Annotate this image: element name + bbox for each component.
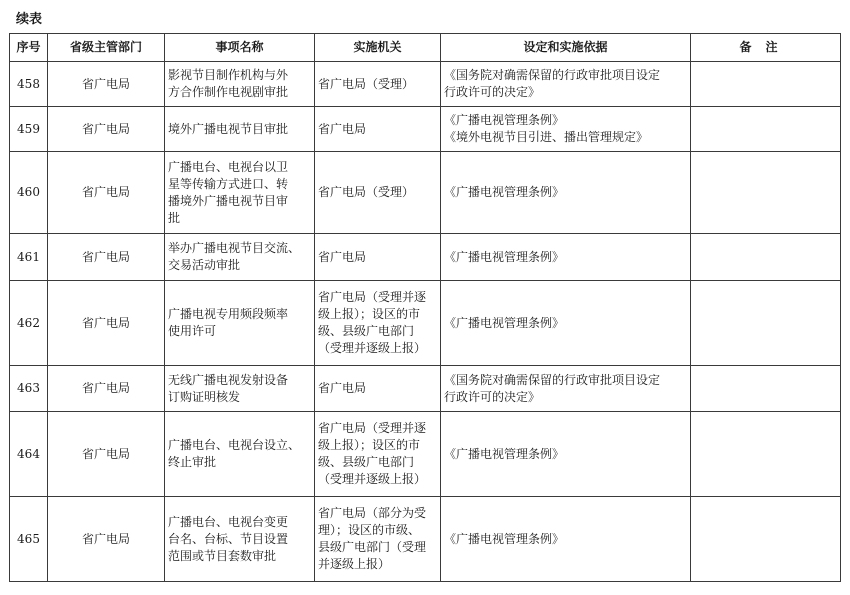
cell-name-line: 广播电台、电视台变更 xyxy=(168,514,289,529)
cell-basis-line: 《广播电视管理条例》 xyxy=(444,315,565,330)
cell-name-line: 范围或节目套数审批 xyxy=(168,548,277,563)
cell-num: 463 xyxy=(10,366,48,412)
cell-name-line: 批 xyxy=(168,210,181,225)
cell-agency-line: （受理并逐级上报） xyxy=(318,341,427,355)
table-row xyxy=(10,234,841,281)
cell-basis-line: 《国务院对确需保留的行政审批项目设定 xyxy=(444,68,661,82)
cell-name xyxy=(165,497,315,582)
table-row xyxy=(10,366,841,412)
cell-name-line: 播境外广播电视节目审 xyxy=(168,193,289,208)
header-num: 序号 xyxy=(10,34,48,62)
cell-agency-line: 省广电局（受理并逐 xyxy=(318,290,427,304)
cell-remark xyxy=(691,234,841,281)
cell-agency-line: 级上报）；设区的市 xyxy=(318,307,421,321)
cell-basis-line: 行政许可的决定》 xyxy=(444,85,541,99)
cell-basis xyxy=(441,234,691,281)
cell-remark xyxy=(691,152,841,234)
cell-name xyxy=(165,234,315,281)
cell-basis-line: 《国务院对确需保留的行政审批项目设定 xyxy=(444,372,661,387)
cell-name xyxy=(165,62,315,107)
table-row xyxy=(10,497,841,582)
cell-name-line: 广播电视专用频段频率 xyxy=(168,307,289,321)
cell-name-line: 境外广播电视节目审批 xyxy=(168,121,289,136)
cell-agency-line: 级上报）；设区的市 xyxy=(318,438,421,452)
cell-agency xyxy=(315,412,441,497)
cell-agency xyxy=(315,497,441,582)
table-row xyxy=(10,412,841,497)
cell-basis xyxy=(441,62,691,107)
cell-name xyxy=(165,366,315,412)
cell-dept: 省广电局 xyxy=(48,234,165,281)
header-agency: 实施机关 xyxy=(315,34,441,62)
cell-dept: 省广电局 xyxy=(48,281,165,366)
cell-remark xyxy=(691,62,841,107)
cell-num: 460 xyxy=(10,152,48,234)
cell-dept: 省广电局 xyxy=(48,497,165,582)
cell-agency xyxy=(315,234,441,281)
cell-basis-line: 《广播电视管理条例》 xyxy=(444,446,565,461)
cell-basis-line: 《境外电视节目引进、播出管理规定》 xyxy=(444,130,649,144)
table-header-row xyxy=(10,34,841,62)
cell-name-line: 无线广播电视发射设备 xyxy=(168,372,289,387)
cell-agency xyxy=(315,281,441,366)
cell-agency-line: 省广电局（部分为受 xyxy=(318,506,427,520)
cell-name xyxy=(165,281,315,366)
cell-agency-line: （受理并逐级上报） xyxy=(318,472,427,486)
cell-name-line: 台名、台标、节目设置 xyxy=(168,531,289,546)
cell-name-line: 方合作制作电视剧审批 xyxy=(168,85,289,99)
cell-name-line: 终止审批 xyxy=(168,455,217,469)
table-row xyxy=(10,152,841,234)
cell-num: 459 xyxy=(10,107,48,152)
header-dept: 省级主管部门 xyxy=(48,34,165,62)
header-remark: 备注 xyxy=(691,34,841,62)
cell-basis xyxy=(441,497,691,582)
cell-basis xyxy=(441,281,691,366)
approval-items-table xyxy=(9,33,841,582)
cell-agency-line: 省广电局 xyxy=(318,381,367,395)
table-row xyxy=(10,62,841,107)
cell-name-line: 举办广播电视节目交流、 xyxy=(168,241,301,255)
table-row xyxy=(10,107,841,152)
cell-name-line: 使用许可 xyxy=(168,324,217,338)
cell-name-line: 星等传输方式进口、转 xyxy=(168,176,289,191)
cell-basis-line: 《广播电视管理条例》 xyxy=(444,113,565,127)
cell-basis-line: 《广播电视管理条例》 xyxy=(444,185,565,199)
cell-name-line: 影视节目制作机构与外 xyxy=(168,68,289,82)
cell-name-line: 交易活动审批 xyxy=(168,258,241,272)
cell-agency xyxy=(315,62,441,107)
cell-name xyxy=(165,107,315,152)
cell-basis xyxy=(441,152,691,234)
cell-basis-line: 《广播电视管理条例》 xyxy=(444,531,565,546)
cell-remark xyxy=(691,107,841,152)
cell-agency-line: 省广电局（受理） xyxy=(318,76,415,91)
cell-agency-line: 级、县级广电部门 xyxy=(318,455,415,469)
cell-agency xyxy=(315,366,441,412)
cell-name xyxy=(165,412,315,497)
cell-name-line: 广播电台、电视台设立、 xyxy=(168,438,301,452)
cell-agency-line: 并逐级上报） xyxy=(318,557,391,571)
cell-num: 461 xyxy=(10,234,48,281)
cell-basis-line: 《广播电视管理条例》 xyxy=(444,249,565,264)
cell-remark xyxy=(691,412,841,497)
cell-agency-line: 省广电局 xyxy=(318,249,367,264)
header-name: 事项名称 xyxy=(165,34,315,62)
cell-dept: 省广电局 xyxy=(48,62,165,107)
cell-remark xyxy=(691,497,841,582)
cell-basis-line: 行政许可的决定》 xyxy=(444,389,541,404)
cell-name-line: 订购证明核发 xyxy=(168,389,241,404)
cell-name xyxy=(165,152,315,234)
cell-dept: 省广电局 xyxy=(48,107,165,152)
cell-num: 462 xyxy=(10,281,48,366)
cell-basis xyxy=(441,366,691,412)
cell-agency-line: 省广电局 xyxy=(318,121,367,136)
cell-num: 464 xyxy=(10,412,48,497)
cell-agency xyxy=(315,152,441,234)
cell-agency-line: 省广电局（受理） xyxy=(318,185,415,199)
cell-dept: 省广电局 xyxy=(48,152,165,234)
cell-dept: 省广电局 xyxy=(48,412,165,497)
cell-remark xyxy=(691,366,841,412)
header-basis: 设定和实施依据 xyxy=(441,34,691,62)
cell-agency-line: 理）；设区的市级、 xyxy=(318,523,421,537)
table-body xyxy=(10,62,841,582)
table-caption: 续表 xyxy=(16,12,43,27)
cell-basis xyxy=(441,412,691,497)
cell-agency-line: 县级广电部门（受理 xyxy=(318,540,427,554)
cell-basis xyxy=(441,107,691,152)
cell-dept: 省广电局 xyxy=(48,366,165,412)
cell-num: 458 xyxy=(10,62,48,107)
cell-remark xyxy=(691,281,841,366)
cell-num: 465 xyxy=(10,497,48,582)
cell-name-line: 广播电台、电视台以卫 xyxy=(168,159,289,174)
cell-agency xyxy=(315,107,441,152)
cell-agency-line: 级、县级广电部门 xyxy=(318,324,415,338)
table-row xyxy=(10,281,841,366)
cell-agency-line: 省广电局（受理并逐 xyxy=(318,421,427,435)
